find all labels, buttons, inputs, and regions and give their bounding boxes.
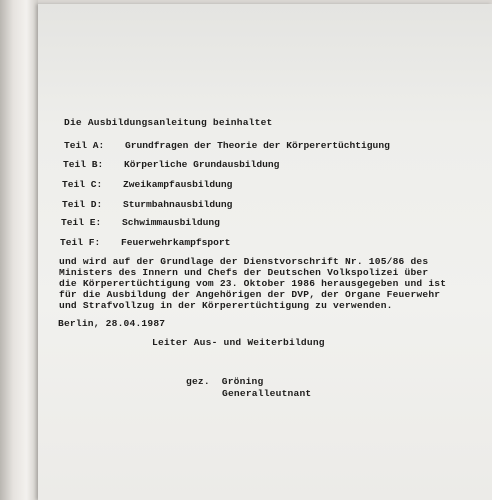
body-line: und Strafvollzug in der Körperertüchtigung zu verwenden. <box>59 300 393 311</box>
part-text-a: Grundfragen der Theorie der Körperertüchtigung <box>125 140 390 151</box>
part-text-f: Feuerwehrkampfsport <box>121 237 231 248</box>
body-line: Ministers des Innern und Chefs der Deutschen Volkspolizei über <box>59 267 429 278</box>
part-label-d: Teil D: <box>62 199 103 210</box>
part-label-e: Teil E: <box>61 217 102 228</box>
signature-line: gez. Gröning <box>186 376 264 387</box>
body-line: und wird auf der Grundlage der Dienstvorschrift Nr. 105/86 des <box>59 256 429 267</box>
part-text-c: Zweikampfausbildung <box>123 179 233 190</box>
document-page <box>38 4 492 500</box>
part-text-b: Körperliche Grundausbildung <box>124 159 280 170</box>
part-text-d: Sturmbahnausbildung <box>123 199 233 210</box>
place-date: Berlin, 28.04.1987 <box>58 318 166 329</box>
part-label-b: Teil B: <box>63 159 104 170</box>
body-line: für die Ausbildung der Angehörigen der DVP, der Organe Feuerwehr <box>59 289 441 300</box>
document-heading: Die Ausbildungsanleitung beinhaltet <box>64 117 273 128</box>
part-label-a: Teil A: <box>64 140 105 151</box>
body-line: die Körperertüchtigung vom 23. Oktober 1986 herausgegeben und ist <box>59 278 447 289</box>
signatory-rank: Generalleutnant <box>222 388 312 399</box>
signatory-title: Leiter Aus- und Weiterbildung <box>152 337 325 348</box>
part-text-e: Schwimmausbildung <box>122 217 220 228</box>
part-label-c: Teil C: <box>62 179 103 190</box>
book-binding-edge <box>0 0 38 500</box>
part-label-f: Teil F: <box>60 237 101 248</box>
